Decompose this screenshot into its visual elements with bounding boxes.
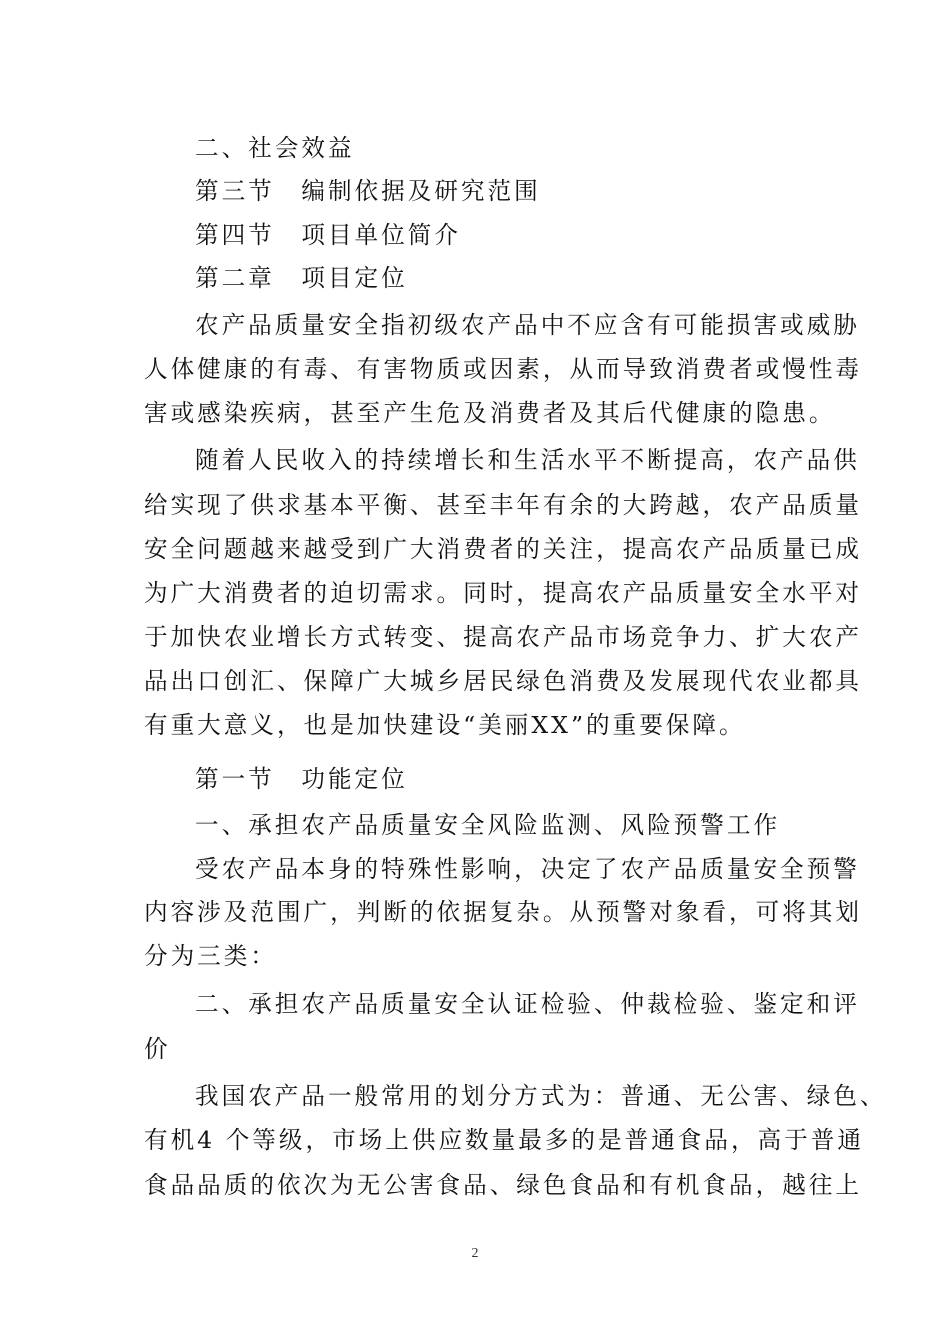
page-number: 2 xyxy=(471,1246,479,1261)
paragraph-line: 我国农产品一般常用的划分方式为：普通、无公害、绿色、 xyxy=(195,1082,887,1110)
chapter-heading: 第二章 项目定位 xyxy=(195,264,408,292)
paragraph-line: 为广大消费者的迫切需求。同时，提高农产品质量安全水平对 xyxy=(144,579,863,607)
paragraph-line: 随着人民收入的持续增长和生活水平不断提高，农产品供 xyxy=(195,446,860,474)
paragraph-line: 食品品质的依次为无公害食品、绿色食品和有机食品，越往上 xyxy=(144,1171,863,1199)
paragraph-line: 有重大意义，也是加快建设“美丽XX”的重要保障。 xyxy=(144,711,746,739)
paragraph-line: 给实现了供求基本平衡、甚至丰年有余的大跨越，农产品质量 xyxy=(144,491,863,519)
subsection-heading-continuation: 价 xyxy=(144,1035,171,1063)
paragraph-line: 安全问题越来越受到广大消费者的关注，提高农产品质量已成 xyxy=(144,535,863,563)
section-heading: 第四节 项目单位简介 xyxy=(195,221,461,249)
section-heading: 二、社会效益 xyxy=(195,134,355,162)
section-heading: 第一节 功能定位 xyxy=(195,765,408,793)
paragraph-line: 受农产品本身的特殊性影响，决定了农产品质量安全预警 xyxy=(195,855,860,883)
paragraph-line: 于加快农业增长方式转变、提高农产品市场竞争力、扩大农产 xyxy=(144,623,863,651)
subsection-heading: 一、承担农产品质量安全风险监测、风险预警工作 xyxy=(195,811,781,839)
subsection-heading: 二、承担农产品质量安全认证检验、仲裁检验、鉴定和评 xyxy=(195,990,860,1018)
paragraph-line: 品出口创汇、保障广大城乡居民绿色消费及发展现代农业都具 xyxy=(144,667,863,695)
paragraph-line: 害或感染疾病，甚至产生危及消费者及其后代健康的隐患。 xyxy=(144,399,836,427)
paragraph-line: 农产品质量安全指初级农产品中不应含有可能损害或威胁 xyxy=(195,311,860,339)
section-heading: 第三节 编制依据及研究范围 xyxy=(195,177,541,205)
paragraph-line: 人体健康的有毒、有害物质或因素，从而导致消费者或慢性毒 xyxy=(144,355,863,383)
paragraph-line: 内容涉及范围广，判断的依据复杂。从预警对象看，可将其划 xyxy=(144,898,863,926)
paragraph-line: 分为三类： xyxy=(144,942,277,970)
paragraph-line: 有机4 个等级，市场上供应数量最多的是普通食品，高于普通 xyxy=(144,1126,864,1154)
